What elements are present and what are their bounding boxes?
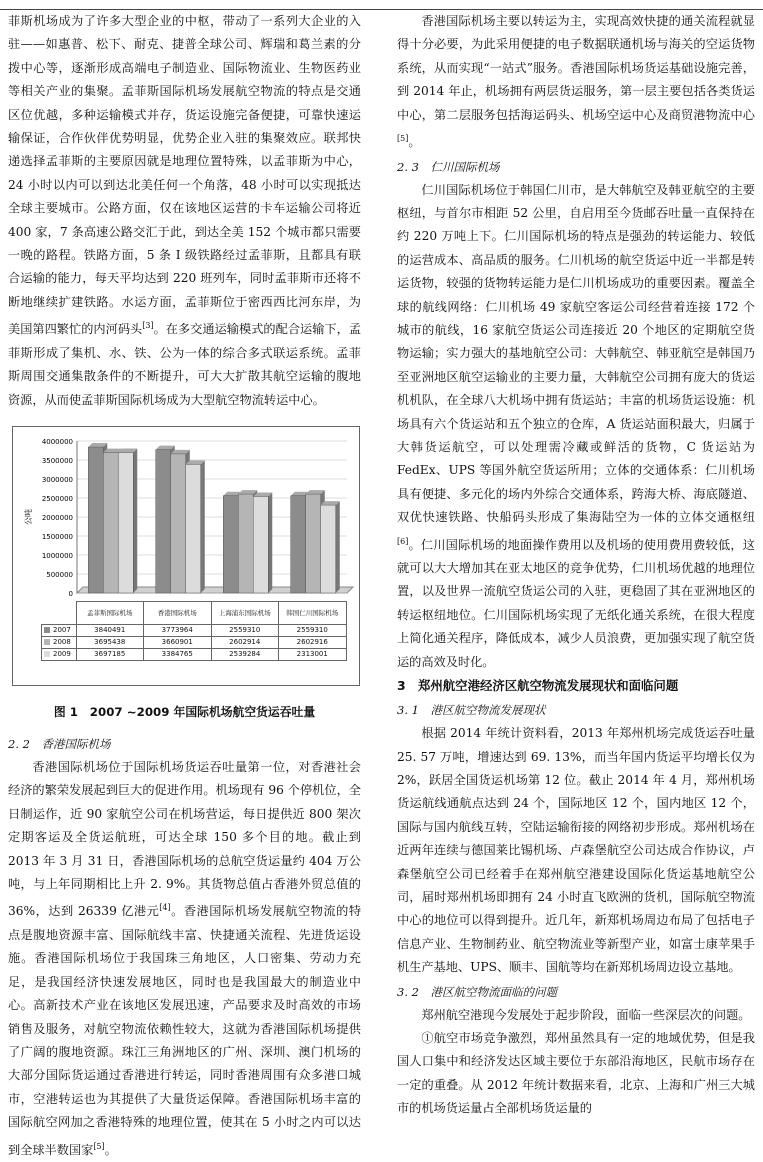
- intro-paragraph: 菲斯机场成为了许多大型企业的中枢，带动了一系列大企业的入驻——如惠普、松下、耐克、捷普全球公司、辉瑞和葛兰素的分拨中心等，逐渐形成高端电子制造业、国际物流业、生物医药业等相关产业的集聚。孟菲斯国际机场发展航空物流的特点是交通区位优越，多种运输模式并存，货运设施完备便捷，可靠快速运输保证，合作伙伴优势明显，优势企业入驻的集聚效应。联邦快递选择孟菲斯的主要原因就是地理位置特殊，以孟菲斯为中心，24 小时以内可以到达北美任何一个角落，48 小时可以实现抵达全球主要城市。公路方面，仅在该地区运营的卡车运输公司将近 400 家，7 条高速公路交汇于此，到达全美 152 个城市都只需要一晚的路程。铁路方面，5 条 I 级铁路经过孟菲斯，且都具有联合运输的能力，每天平均达到 220 班列车，同时孟菲斯市还将不断地继续扩建铁路。水运方面，孟菲斯位于密西西比河东岸，为美国第四繁忙的内河码头[3]。在多交通运输模式的配合运输下，孟菲斯形成了集机、水、铁、公为一体的综合多式联运系统。孟菲斯周围交通集散条件的不断提升，可大大扩散其航空运输的腹地资源，从而使孟菲斯国际机场成为大型航空物流转运中心。: [8, 14, 362, 407]
- section-3-1-heading: 3. 1 港区航空物流发展现状: [397, 703, 546, 718]
- data-label: 2559310: [211, 624, 279, 636]
- data-label: 2313001: [279, 648, 347, 660]
- zhengzhou-status-paragraph: 根据 2014 年统计资料看，2013 年郑州机场完成货运吞吐量 25. 57 万吨，增速达到 69. 13%，而当年国内货运平均增长仅为 2%，跃居全国货运机场第 12 位。截止 2014 年 4 月，郑州机场货运航线通航点达到 24 个，国际地区 12 个，国内地区 12 个，国际与国内航线互转，空陆运输衔接的网络初步形成。郑州机场在近两年连续与德国莱比锡机场、卢森堡航空公司达成合作协议，卢森堡航空公司已经着手在郑州航空港建设国际化货运基地航空公司，届时郑州机场即拥有 24 小时直飞欧洲的货机，国际航空物流中心的地位可以得到提升。近几年，新郑机场周边布局了包括电子信息产业、生物制药业、航空物流业等新型产业，如富士康苹果手机生产基地、UPS、顺丰、国航等均在新郑机场周边设立基地。: [397, 726, 755, 975]
- citation-ref[interactable]: [6]: [397, 536, 409, 546]
- section-3-2-heading: 3. 2 港区航空物流面临的问题: [397, 984, 557, 999]
- citation-ref[interactable]: [4]: [159, 903, 171, 913]
- bar-2009: [186, 464, 201, 593]
- y-tick-label: 500000: [46, 570, 73, 579]
- category-label: 上海浦东国际机场: [211, 601, 279, 624]
- bar-2008: [306, 494, 321, 593]
- right-column: [397, 10, 755, 1121]
- category-label: 孟菲斯国际机场: [76, 601, 144, 624]
- y-tick-label: 2000000: [41, 513, 73, 522]
- legend-entry: 2009: [42, 648, 77, 660]
- data-label: 3660901: [144, 636, 212, 648]
- hongkong-paragraph-1: 香港国际机场位于国际机场货运吞吐量第一位，对香港社会经济的繁荣发展起到巨大的促进作用。机场现有 96 个停机位，全日制运作，近 90 家航空公司在机场营运，每日提供近 800 架次定期客运及全货运航班，可达全球 150 多个目的地。截止到 2013 年 3 月 31 日，香港国际机场的总航空货运量约 404 万公吨，与上年同期相比上升 2. 9%。其货物总值占香港外贸总值的 36%，达到 26339 亿港元[4]。香港国际机场发展航空物流的特点是腹地资源丰富、国际航线丰富、快捷通关流程、先进货运设施。香港国际机场位于我国珠三角地区，人口密集、劳动力充足，是我国经济快速发展地区，同时也是我国最大的制造业中心。高新技术产业在该地区发展迅速，产品要求及时高效的市场销售及服务，对航空物流依赖性较大，这就为香港国际机场提供了广阔的腹地资源。珠江三角洲地区的广州、深圳、澳门机场的大部分国际货运通过香港进行转运，同时香港周围有众多港口城市，空港转运也为其提供了大量货运保障。香港国际机场丰富的国际航空网加之香港特殊的地理位置，使其在 5 小时之内可以达到全球半数国家[5]。: [8, 759, 362, 1157]
- bar-2007: [88, 447, 103, 593]
- y-axis-label: 公吨: [24, 508, 33, 525]
- data-label: 3384765: [144, 648, 212, 660]
- section-2-3-heading: 2. 3 仁川国际机场: [397, 159, 500, 174]
- y-tick-label: 3500000: [41, 456, 73, 465]
- citation-ref[interactable]: [5]: [397, 134, 409, 144]
- bar-2007: [291, 496, 306, 593]
- bar-2009: [118, 452, 133, 592]
- hongkong-paragraph-2: 香港国际机场主要以转运为主，实现高效快捷的通关流程就显得十分必要，为此采用便捷的电子数据联通机场与海关的空运货物系统，从而实现“一站式”服务。香港国际机场货运基础设施完善，到 2014 年止，机场拥有两层货运服务，第一层主要包括各类货运中心，第二层服务包括海运码头、机场空运中心及商贸港物流中心[5]。: [397, 14, 755, 150]
- bar-side: [201, 460, 205, 593]
- bar-2007: [223, 496, 238, 593]
- page-header-rule: [0, 0, 763, 10]
- zhengzhou-problem-1: ①航空市场竞争激烈，郑州虽然具有一定的地域优势，但是我国人口集中和经济发达区域主要位于东部沿海地区，民航市场存在一定的重叠。从 2012 年统计数据来看，北京、上海和广州三大城市的机场货运量占全部机场货运量的: [397, 1030, 755, 1116]
- bar-2009: [253, 496, 268, 592]
- data-label: 2602914: [211, 636, 279, 648]
- bar-2007: [156, 450, 171, 593]
- table-row: [42, 624, 347, 636]
- zhengzhou-problems-intro: 郑州航空港现今发展处于起步阶段，面临一些深层次的问题。: [421, 1007, 751, 1022]
- section-2-2-heading: 2. 2 香港国际机场: [8, 736, 111, 751]
- data-label: 3840491: [76, 624, 144, 636]
- table-row: [42, 648, 347, 660]
- category-label: 香港国际机场: [144, 601, 212, 624]
- bar-2008: [103, 453, 118, 593]
- citation-ref[interactable]: [3]: [142, 321, 154, 331]
- table-row: [42, 636, 347, 648]
- citation-ref[interactable]: [5]: [93, 1141, 105, 1151]
- data-label: 3697185: [76, 648, 144, 660]
- data-label: 2539284: [211, 648, 279, 660]
- figure-1-chart: [12, 426, 360, 686]
- y-tick-label: 2500000: [41, 494, 73, 503]
- bar-2009: [321, 505, 336, 593]
- bar-side: [336, 501, 340, 593]
- bar-side: [268, 492, 272, 592]
- legend-entry: 2008: [42, 636, 77, 648]
- y-tick-label: 3000000: [41, 475, 73, 484]
- incheon-paragraph: 仁川国际机场位于韩国仁川市，是大韩航空及韩亚航空的主要枢纽，与首尔市相距 52 公里，自启用至今货邮吞吐量一直保持在约 220 万吨上下。仁川国际机场的特点是强劲的转运能力、较低的运营成本、高品质的服务。仁川机场的航空货运中近一半都是转运货物，较强的货物转运能力是仁川机场成功的重要因素。覆盖全球的航线网络：仁川机场 49 家航空客运公司经营着连接 172 个城市的航线，16 家航空货运公司连接近 20 个地区的定期航空货物运输；实力强大的基地航空公司：大韩航空、韩亚航空是韩国乃至亚洲地区航空运输业的主要力量，大韩航空公司拥有庞大的货运机机队，在全球八大机场中拥有货运站；丰富的机场货运设施：机场具有六个货运站和五个独立的仓库，A 货运站面积最大，归属于大韩货运航空，可以处理需冷藏或鲜活的货物，C 货运站为 FedEx、UPS 等国外航空货运所用；立体的交通体系：仁川机场具有便捷、多元化的场内外综合交通体系，跨海大桥、海底隧道、双优快速铁路、快船码头形成了集海陆空为一体的立体交通枢纽[6]。仁川国际机场的地面操作费用以及机场的使用费用费较低，这就可以大大增加其在亚太地区的竞争优势，仁川机场优越的地理位置，以及世界一流航空货运公司的入驻，更稳固了其在亚洲地区的转运枢纽地位。仁川国际机场实现了无纸化通关系统，在很大程度上简化通关程序，降低成本，减少人员浪费，更加强实现了航空货运的高效及时化。: [397, 182, 755, 669]
- y-tick-label: 4000000: [41, 437, 73, 446]
- data-label: 3773964: [144, 624, 212, 636]
- y-tick-label: 1000000: [41, 551, 73, 560]
- figure-caption: 图 1 2007 ~2009 年国际机场航空货运吞吐量: [53, 704, 316, 719]
- legend-entry: 2007: [42, 624, 77, 636]
- bar-2008: [171, 454, 186, 593]
- y-tick-label: 1500000: [41, 532, 73, 541]
- y-tick-label: 0: [68, 589, 73, 598]
- bar-side: [133, 448, 137, 592]
- bar-2008: [238, 494, 253, 593]
- data-label: 3695438: [76, 636, 144, 648]
- section-3-heading: 3 郑州航空港经济区航空物流发展现状和面临问题: [397, 678, 679, 694]
- left-column: [8, 10, 361, 1162]
- data-label: 2559310: [279, 624, 347, 636]
- category-label: 韩国仁川国际机场: [279, 601, 347, 624]
- chart-data-table: [41, 601, 347, 661]
- data-label: 2602916: [279, 636, 347, 648]
